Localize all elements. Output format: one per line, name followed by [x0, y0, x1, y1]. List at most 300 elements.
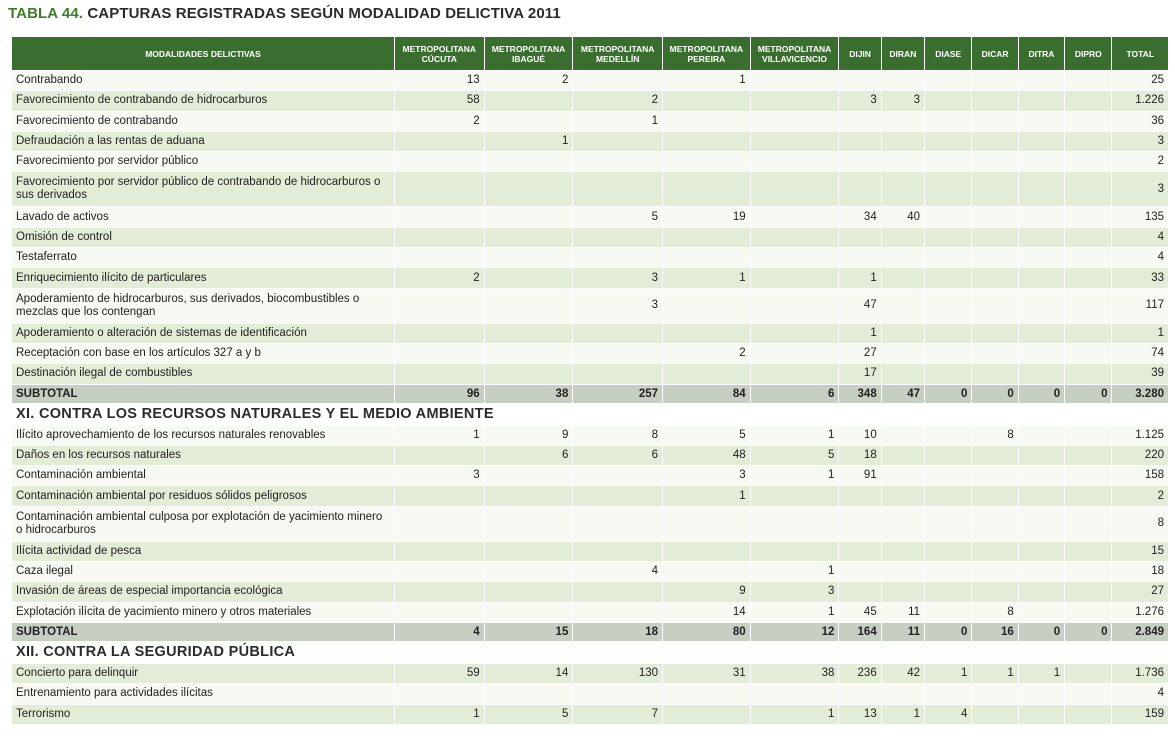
- value-cell: 6: [484, 445, 573, 465]
- value-cell: [881, 445, 924, 465]
- row-label: Favorecimiento de contrabando de hidrocarburos: [12, 91, 395, 111]
- row-label: Explotación ilícita de yacimiento minero y otros materiales: [12, 602, 395, 622]
- value-cell: [925, 152, 972, 172]
- value-cell: [1018, 562, 1064, 582]
- value-cell: [394, 172, 484, 207]
- total-cell: 220: [1112, 445, 1169, 465]
- value-cell: [972, 172, 1018, 207]
- value-cell: [484, 364, 573, 384]
- value-cell: [1065, 288, 1112, 323]
- table-title-text: CAPTURAS REGISTRADAS SEGÚN MODALIDAD DELICTIVA 2011: [87, 5, 561, 22]
- value-cell: [1018, 268, 1064, 288]
- value-cell: [1065, 684, 1112, 704]
- value-cell: 1: [839, 323, 881, 343]
- value-cell: [750, 506, 839, 541]
- row-label: Invasión de áreas de especial importancia ecológica: [12, 582, 395, 602]
- value-cell: [394, 582, 484, 602]
- row-label: Apoderamiento o alteración de sistemas de identificación: [12, 323, 395, 343]
- value-cell: [1018, 602, 1064, 622]
- table-row: [12, 152, 1169, 172]
- value-cell: 3: [573, 288, 663, 323]
- value-cell: [881, 541, 924, 561]
- value-cell: [881, 227, 924, 247]
- value-cell: 6: [573, 445, 663, 465]
- value-cell: [839, 684, 881, 704]
- value-cell: [484, 343, 573, 363]
- total-cell: 8: [1112, 506, 1169, 541]
- value-cell: [573, 582, 663, 602]
- column-header: METROPOLITANA PEREIRA: [663, 37, 751, 71]
- value-cell: 2: [484, 71, 573, 91]
- value-cell: [1018, 152, 1064, 172]
- value-cell: [925, 486, 972, 506]
- value-cell: [663, 248, 751, 268]
- value-cell: [972, 486, 1018, 506]
- value-cell: [839, 506, 881, 541]
- value-cell: [573, 248, 663, 268]
- value-cell: 3: [394, 466, 484, 486]
- value-cell: [925, 582, 972, 602]
- row-label: Apoderamiento de hidrocarburos, sus derivados, biocombustibles o mezclas que los contengan: [12, 288, 395, 323]
- table-row: [12, 91, 1169, 111]
- row-label: Caza ilegal: [12, 562, 395, 582]
- value-cell: [1065, 466, 1112, 486]
- row-label: Ilícito aprovechamiento de los recursos naturales renovables: [12, 425, 395, 445]
- value-cell: 19: [663, 207, 751, 227]
- value-cell: [1018, 288, 1064, 323]
- value-cell: [1065, 131, 1112, 151]
- value-cell: 1: [972, 663, 1018, 683]
- value-cell: [839, 582, 881, 602]
- value-cell: 10: [839, 425, 881, 445]
- value-cell: [925, 111, 972, 131]
- table-row: [12, 268, 1169, 288]
- value-cell: [881, 288, 924, 323]
- value-cell: [1018, 207, 1064, 227]
- value-cell: [663, 704, 751, 724]
- value-cell: [750, 207, 839, 227]
- value-cell: [1018, 684, 1064, 704]
- value-cell: [750, 364, 839, 384]
- value-cell: [881, 268, 924, 288]
- value-cell: [1065, 562, 1112, 582]
- value-cell: [1065, 91, 1112, 111]
- value-cell: [484, 172, 573, 207]
- value-cell: [484, 111, 573, 131]
- value-cell: [1018, 227, 1064, 247]
- value-cell: [839, 111, 881, 131]
- value-cell: 27: [839, 343, 881, 363]
- value-cell: [839, 172, 881, 207]
- value-cell: [881, 582, 924, 602]
- value-cell: [881, 466, 924, 486]
- value-cell: 1: [750, 425, 839, 445]
- value-cell: [1018, 91, 1064, 111]
- value-cell: [663, 152, 751, 172]
- value-cell: [663, 323, 751, 343]
- value-cell: [881, 323, 924, 343]
- value-cell: [1065, 425, 1112, 445]
- value-cell: [925, 506, 972, 541]
- total-cell: 1.226: [1112, 91, 1169, 111]
- value-cell: [750, 486, 839, 506]
- value-cell: 1: [573, 111, 663, 131]
- total-cell: 159: [1112, 704, 1169, 724]
- row-label: Contaminación ambiental culposa por explotación de yacimiento minero o hidrocarburos: [12, 506, 395, 541]
- value-cell: 6: [750, 384, 839, 403]
- total-cell: 158: [1112, 466, 1169, 486]
- value-cell: [484, 541, 573, 561]
- row-label: Daños en los recursos naturales: [12, 445, 395, 465]
- value-cell: [663, 288, 751, 323]
- table-row: [12, 684, 1169, 704]
- value-cell: [1065, 71, 1112, 91]
- value-cell: 2: [394, 268, 484, 288]
- value-cell: [1018, 71, 1064, 91]
- value-cell: [750, 172, 839, 207]
- value-cell: 18: [839, 445, 881, 465]
- value-cell: [972, 704, 1018, 724]
- value-cell: [663, 91, 751, 111]
- total-cell: 3: [1112, 172, 1169, 207]
- value-cell: [972, 562, 1018, 582]
- value-cell: [484, 91, 573, 111]
- table-header-row: [12, 37, 1169, 71]
- value-cell: [1018, 506, 1064, 541]
- row-label: Entrenamiento para actividades ilícitas: [12, 684, 395, 704]
- value-cell: 0: [1018, 622, 1064, 641]
- table-row: [12, 288, 1169, 323]
- total-cell: 33: [1112, 268, 1169, 288]
- value-cell: [1018, 541, 1064, 561]
- value-cell: [839, 131, 881, 151]
- value-cell: 38: [484, 384, 573, 403]
- value-cell: [750, 91, 839, 111]
- value-cell: 7: [573, 704, 663, 724]
- value-cell: 1: [394, 704, 484, 724]
- value-cell: [394, 541, 484, 561]
- value-cell: 1: [750, 466, 839, 486]
- value-cell: [925, 425, 972, 445]
- row-label: Enriquecimiento ilícito de particulares: [12, 268, 395, 288]
- column-header: TOTAL: [1112, 37, 1169, 71]
- value-cell: [484, 323, 573, 343]
- row-label: Contaminación ambiental por residuos sólidos peligrosos: [12, 486, 395, 506]
- table-row: [12, 207, 1169, 227]
- total-cell: 15: [1112, 541, 1169, 561]
- value-cell: 96: [394, 384, 484, 403]
- table-row: [12, 131, 1169, 151]
- value-cell: 8: [573, 425, 663, 445]
- value-cell: [925, 91, 972, 111]
- value-cell: [1018, 486, 1064, 506]
- value-cell: 47: [839, 288, 881, 323]
- value-cell: 1: [663, 486, 751, 506]
- value-cell: 4: [573, 562, 663, 582]
- value-cell: [394, 562, 484, 582]
- value-cell: [394, 343, 484, 363]
- value-cell: [573, 602, 663, 622]
- row-label: SUBTOTAL: [12, 622, 395, 641]
- subtotal-row: [12, 384, 1169, 403]
- value-cell: [484, 248, 573, 268]
- value-cell: 0: [1018, 384, 1064, 403]
- value-cell: 8: [972, 602, 1018, 622]
- value-cell: 164: [839, 622, 881, 641]
- value-cell: [1018, 425, 1064, 445]
- value-cell: [1065, 541, 1112, 561]
- value-cell: [1018, 466, 1064, 486]
- value-cell: [925, 71, 972, 91]
- value-cell: [484, 152, 573, 172]
- value-cell: [1065, 207, 1112, 227]
- value-cell: [1065, 445, 1112, 465]
- value-cell: [972, 364, 1018, 384]
- value-cell: [839, 486, 881, 506]
- value-cell: [1018, 248, 1064, 268]
- value-cell: 9: [663, 582, 751, 602]
- value-cell: [484, 582, 573, 602]
- total-cell: 1.736: [1112, 663, 1169, 683]
- value-cell: [663, 541, 751, 561]
- value-cell: [484, 506, 573, 541]
- table-row: [12, 111, 1169, 131]
- value-cell: [573, 131, 663, 151]
- value-cell: [972, 268, 1018, 288]
- value-cell: [925, 445, 972, 465]
- value-cell: 91: [839, 466, 881, 486]
- value-cell: [573, 343, 663, 363]
- subtotal-row: [12, 622, 1169, 641]
- value-cell: [663, 506, 751, 541]
- table-row: [12, 506, 1169, 541]
- value-cell: [394, 207, 484, 227]
- column-header: DIASE: [925, 37, 972, 71]
- row-label: Testaferrato: [12, 248, 395, 268]
- value-cell: [881, 111, 924, 131]
- value-cell: 5: [573, 207, 663, 227]
- table-row: [12, 541, 1169, 561]
- column-header-modalidades: MODALIDADES DELICTIVAS: [12, 37, 395, 71]
- value-cell: 1: [1018, 663, 1064, 683]
- table-row: [12, 445, 1169, 465]
- value-cell: 236: [839, 663, 881, 683]
- total-cell: 4: [1112, 684, 1169, 704]
- row-label: SUBTOTAL: [12, 384, 395, 403]
- value-cell: [573, 227, 663, 247]
- captures-table: [11, 36, 1169, 725]
- value-cell: [1065, 323, 1112, 343]
- value-cell: [1065, 602, 1112, 622]
- value-cell: [1018, 445, 1064, 465]
- value-cell: 4: [925, 704, 972, 724]
- value-cell: [573, 541, 663, 561]
- value-cell: [750, 268, 839, 288]
- value-cell: [881, 172, 924, 207]
- value-cell: [663, 364, 751, 384]
- value-cell: [394, 445, 484, 465]
- value-cell: 13: [839, 704, 881, 724]
- value-cell: [881, 684, 924, 704]
- value-cell: [1065, 248, 1112, 268]
- value-cell: [394, 602, 484, 622]
- section-title: XII. CONTRA LA SEGURIDAD PÚBLICA: [12, 641, 1169, 663]
- value-cell: [750, 111, 839, 131]
- value-cell: [972, 582, 1018, 602]
- value-cell: [972, 207, 1018, 227]
- value-cell: [1018, 343, 1064, 363]
- value-cell: [925, 343, 972, 363]
- value-cell: [484, 207, 573, 227]
- total-cell: 3.280: [1112, 384, 1169, 403]
- value-cell: 80: [663, 622, 751, 641]
- value-cell: 1: [839, 268, 881, 288]
- value-cell: 0: [1065, 622, 1112, 641]
- value-cell: [881, 71, 924, 91]
- value-cell: [1065, 364, 1112, 384]
- value-cell: [663, 131, 751, 151]
- total-cell: 135: [1112, 207, 1169, 227]
- total-cell: 1: [1112, 323, 1169, 343]
- value-cell: [1018, 364, 1064, 384]
- value-cell: [750, 227, 839, 247]
- value-cell: [925, 323, 972, 343]
- table-title: [8, 5, 561, 22]
- value-cell: [573, 466, 663, 486]
- value-cell: 9: [484, 425, 573, 445]
- table-row: [12, 562, 1169, 582]
- value-cell: [972, 466, 1018, 486]
- value-cell: 4: [394, 622, 484, 641]
- value-cell: [925, 364, 972, 384]
- column-header: METROPOLITANA VILLAVICENCIO: [750, 37, 839, 71]
- value-cell: [573, 364, 663, 384]
- value-cell: [839, 152, 881, 172]
- value-cell: [881, 562, 924, 582]
- value-cell: [925, 227, 972, 247]
- value-cell: 348: [839, 384, 881, 403]
- value-cell: [925, 541, 972, 561]
- value-cell: [750, 71, 839, 91]
- value-cell: [1018, 172, 1064, 207]
- value-cell: [925, 248, 972, 268]
- value-cell: [1065, 486, 1112, 506]
- value-cell: 1: [881, 704, 924, 724]
- value-cell: 1: [750, 602, 839, 622]
- value-cell: [1065, 704, 1112, 724]
- total-cell: 2.849: [1112, 622, 1169, 641]
- value-cell: 0: [925, 384, 972, 403]
- value-cell: 8: [972, 425, 1018, 445]
- value-cell: [484, 684, 573, 704]
- value-cell: 1: [663, 268, 751, 288]
- row-label: Omisión de control: [12, 227, 395, 247]
- value-cell: 130: [573, 663, 663, 683]
- value-cell: [881, 425, 924, 445]
- value-cell: 42: [881, 663, 924, 683]
- value-cell: 2: [663, 343, 751, 363]
- value-cell: 59: [394, 663, 484, 683]
- total-cell: 18: [1112, 562, 1169, 582]
- value-cell: [1065, 172, 1112, 207]
- value-cell: [663, 562, 751, 582]
- value-cell: [972, 506, 1018, 541]
- value-cell: [573, 684, 663, 704]
- value-cell: 40: [881, 207, 924, 227]
- column-header: METROPOLITANA CÚCUTA: [394, 37, 484, 71]
- value-cell: [1065, 663, 1112, 683]
- value-cell: 47: [881, 384, 924, 403]
- value-cell: 17: [839, 364, 881, 384]
- value-cell: [972, 323, 1018, 343]
- value-cell: [573, 152, 663, 172]
- value-cell: [484, 486, 573, 506]
- value-cell: [839, 562, 881, 582]
- value-cell: [1065, 268, 1112, 288]
- value-cell: [881, 152, 924, 172]
- value-cell: 11: [881, 622, 924, 641]
- value-cell: [750, 131, 839, 151]
- row-label: Favorecimiento por servidor público de contrabando de hidrocarburos o sus derivados: [12, 172, 395, 207]
- value-cell: [663, 227, 751, 247]
- value-cell: 13: [394, 71, 484, 91]
- value-cell: [573, 323, 663, 343]
- value-cell: [925, 466, 972, 486]
- total-cell: 27: [1112, 582, 1169, 602]
- value-cell: 45: [839, 602, 881, 622]
- value-cell: [394, 506, 484, 541]
- table-body: [12, 71, 1169, 725]
- value-cell: 15: [484, 622, 573, 641]
- row-label: Contrabando: [12, 71, 395, 91]
- table-row: [12, 466, 1169, 486]
- value-cell: [1065, 227, 1112, 247]
- value-cell: [663, 111, 751, 131]
- total-cell: 4: [1112, 227, 1169, 247]
- value-cell: [972, 227, 1018, 247]
- value-cell: [1018, 704, 1064, 724]
- value-cell: [750, 343, 839, 363]
- table-row: [12, 364, 1169, 384]
- section-title: XI. CONTRA LOS RECURSOS NATURALES Y EL MEDIO AMBIENTE: [12, 403, 1169, 425]
- table-row: [12, 425, 1169, 445]
- value-cell: 14: [484, 663, 573, 683]
- value-cell: [750, 684, 839, 704]
- table-row: [12, 323, 1169, 343]
- value-cell: [881, 131, 924, 151]
- total-cell: 39: [1112, 364, 1169, 384]
- value-cell: [663, 684, 751, 704]
- value-cell: 34: [839, 207, 881, 227]
- row-label: Defraudación a las rentas de aduana: [12, 131, 395, 151]
- total-cell: 36: [1112, 111, 1169, 131]
- value-cell: [925, 207, 972, 227]
- table-row: [12, 248, 1169, 268]
- value-cell: [1065, 506, 1112, 541]
- value-cell: 84: [663, 384, 751, 403]
- total-cell: 3: [1112, 131, 1169, 151]
- value-cell: [484, 288, 573, 323]
- total-cell: 1.276: [1112, 602, 1169, 622]
- table-row: [12, 663, 1169, 683]
- row-label: Terrorismo: [12, 704, 395, 724]
- value-cell: 1: [750, 704, 839, 724]
- value-cell: 1: [394, 425, 484, 445]
- value-cell: [972, 152, 1018, 172]
- value-cell: [1065, 582, 1112, 602]
- row-label: Receptación con base en los artículos 327 a y b: [12, 343, 395, 363]
- value-cell: 1: [484, 131, 573, 151]
